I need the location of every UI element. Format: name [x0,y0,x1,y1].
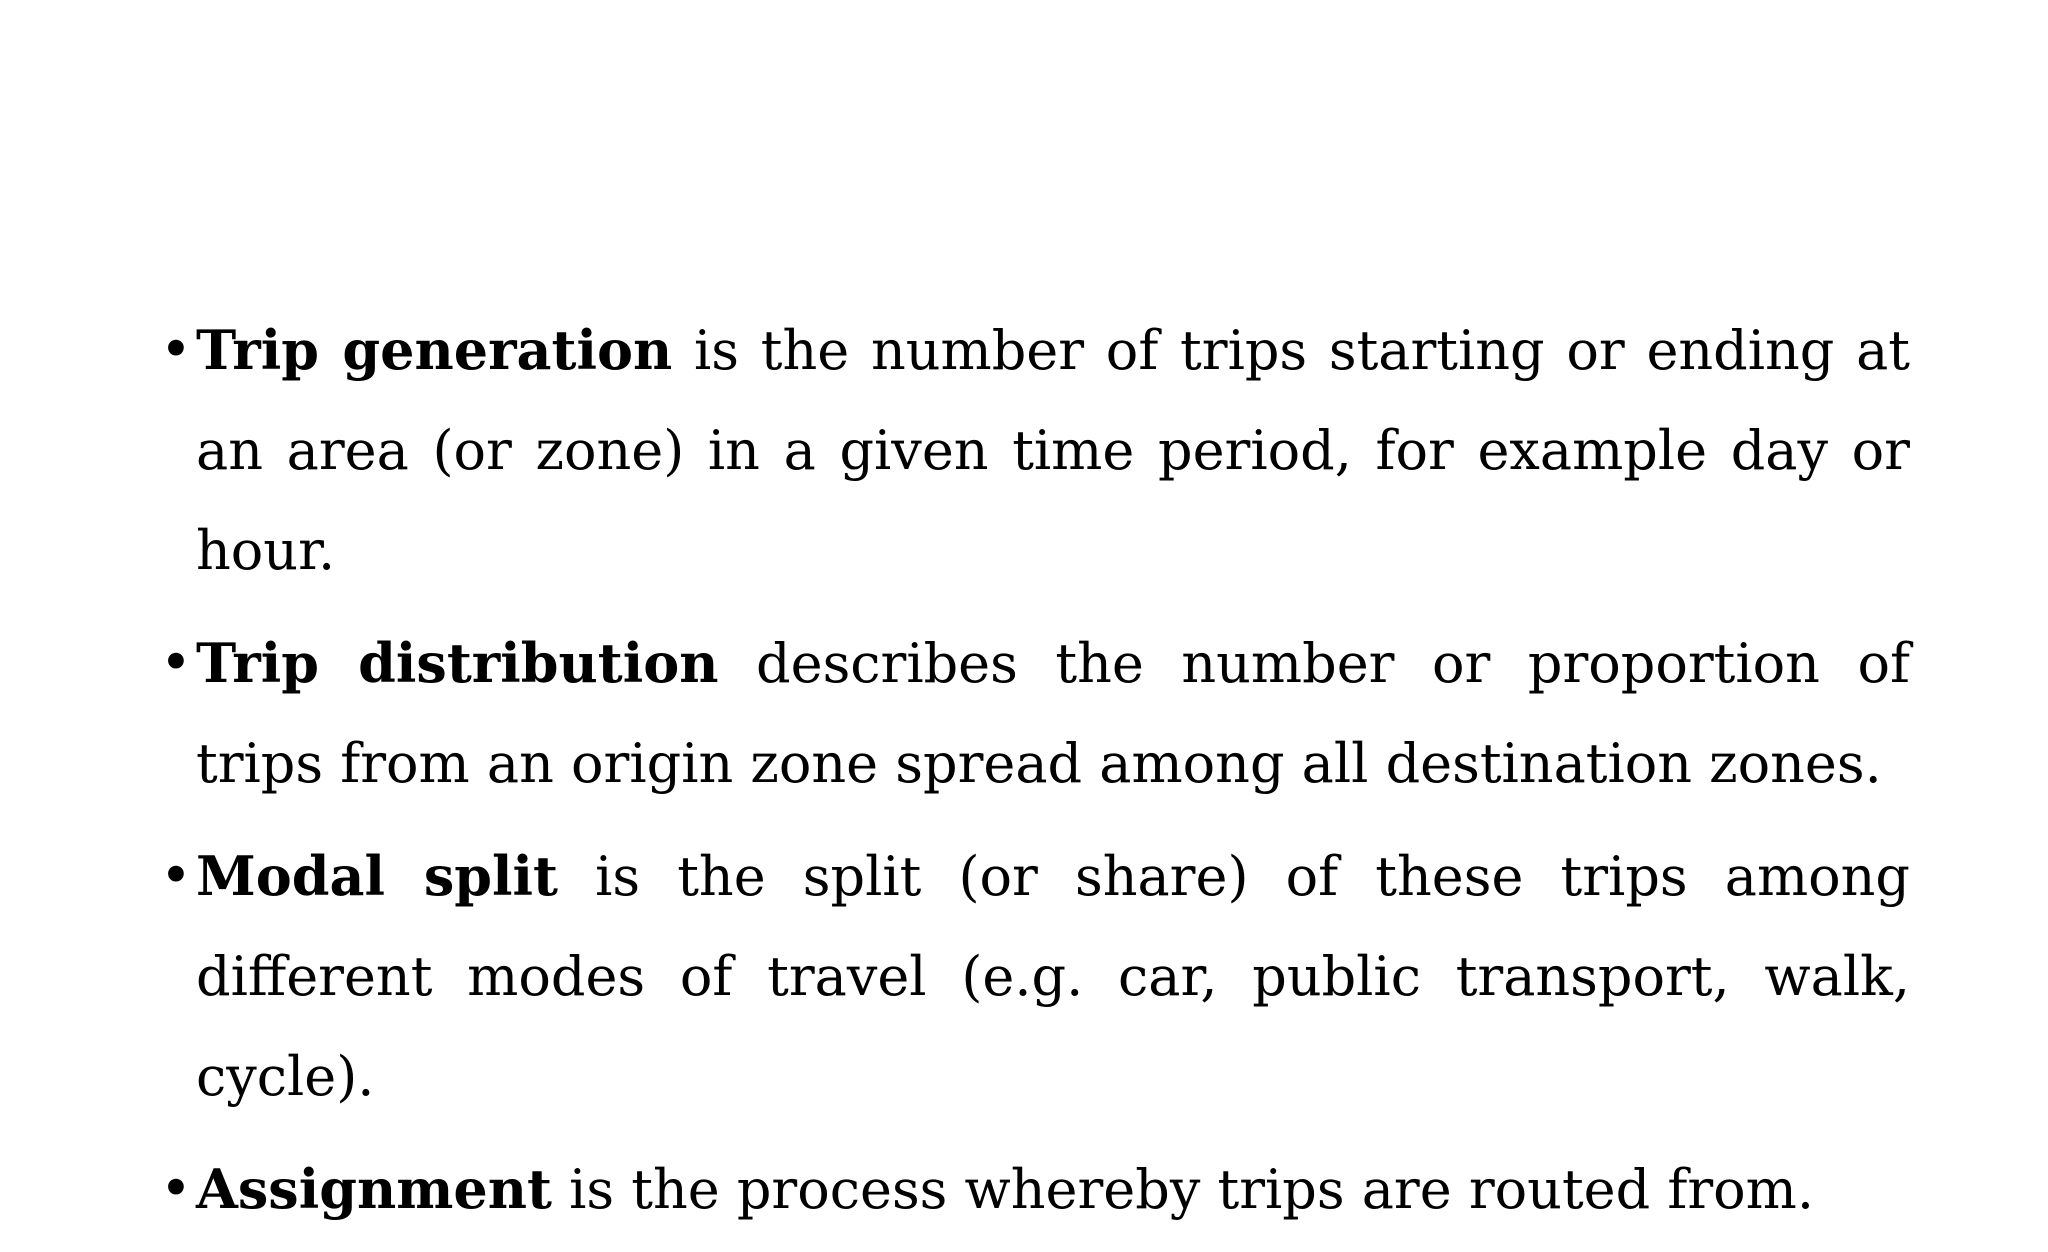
bullet-dot-icon: • [160,844,192,907]
bullet-term: Assignment [196,1157,552,1221]
bullet-text: is the number of trips starting or ending at an area (or zone) in a given time period, for example day or hour. [196,319,1911,582]
bullet-dot-icon: • [160,1157,192,1220]
bullet-term: Modal split [196,844,558,908]
bullet-text: is the process whereby trips are routed from. [551,1158,1815,1221]
bullet-term: Trip generation [196,318,673,382]
bullet-item-assignment [160,1139,1910,1240]
bullet-dot-icon: • [160,318,192,381]
bullet-list [160,300,1910,1252]
bullet-dot-icon: • [160,631,192,694]
bullet-term: Trip distribution [196,631,719,695]
bullet-text: is the split (or share) of these trips among different modes of travel (e.g. car, public transport, walk, cycle). [196,845,1911,1108]
bullet-text: describes the number or proportion of trips from an origin zone spread among all destination zones. [196,632,1910,795]
bullet-item-modal-split [160,826,1910,1127]
bullet-item-trip-distribution [160,613,1910,814]
bullet-item-trip-generation [160,300,1910,601]
